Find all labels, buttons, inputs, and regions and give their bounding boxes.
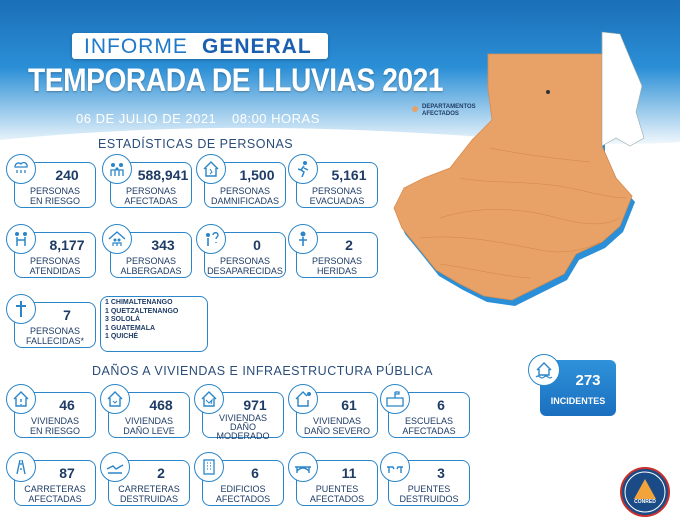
stat-value: 240 bbox=[55, 167, 79, 183]
stat-value: 6 bbox=[437, 397, 445, 413]
shelter-icon bbox=[102, 224, 132, 254]
stat-label: PERSONAS bbox=[311, 256, 362, 266]
stat-label: ALBERGADAS bbox=[120, 266, 182, 276]
stat-label: DAMNIFICADAS bbox=[210, 196, 279, 206]
flooded-house-icon bbox=[528, 354, 560, 386]
legend-line2: AFECTADOS bbox=[422, 111, 459, 117]
damaged-house-icon bbox=[196, 154, 226, 184]
stat-label: PERSONAS bbox=[29, 326, 80, 336]
list-item: 3 SOLOLÁ bbox=[105, 316, 141, 323]
stat-label: DESTRUIDOS bbox=[399, 494, 459, 504]
stat-value: 588,941 bbox=[137, 167, 189, 183]
cross-icon bbox=[6, 294, 36, 324]
guatemala-map bbox=[380, 28, 680, 318]
stat-label: AFECTADAS bbox=[28, 494, 82, 504]
section-people-title: ESTADÍSTICAS DE PERSONAS bbox=[98, 137, 294, 151]
stat-value: 971 bbox=[243, 397, 267, 413]
stat-label: VIVIENDAS bbox=[124, 416, 173, 426]
stat-value: 2 bbox=[157, 465, 165, 481]
conred-logo bbox=[620, 467, 670, 517]
unaffected-area bbox=[602, 32, 644, 146]
stat-label: VIVIENDAS bbox=[218, 413, 267, 423]
stat-label: PERSONAS bbox=[311, 186, 362, 196]
title-general: GENERAL bbox=[202, 35, 312, 58]
stat-label: EVACUADAS bbox=[309, 196, 365, 206]
stat-label: PERSONAS bbox=[125, 186, 176, 196]
injured-person-icon bbox=[288, 224, 318, 254]
stat-label: PERSONAS bbox=[219, 256, 270, 266]
house-minor-damage-icon bbox=[100, 384, 130, 414]
house-severe-damage-icon bbox=[288, 384, 318, 414]
list-item: 1 GUATEMALA bbox=[105, 324, 156, 332]
stat-value: 61 bbox=[341, 397, 357, 413]
title-informe: INFORME bbox=[84, 35, 188, 58]
stat-label: AFECTADAS bbox=[124, 196, 178, 206]
stat-label: EN RIESGO bbox=[29, 196, 80, 206]
list-item: 1 QUICHÉ bbox=[105, 333, 139, 340]
stat-value: 6 bbox=[251, 465, 259, 481]
stat-label: FALLECIDAS* bbox=[25, 336, 85, 346]
stat-value: 46 bbox=[59, 397, 75, 413]
stat-value: 11 bbox=[341, 465, 357, 481]
road-destroyed-icon bbox=[100, 452, 130, 482]
stat-label: PERSONAS bbox=[29, 256, 80, 266]
missing-person-icon bbox=[196, 224, 226, 254]
list-item: 1 QUETZALTENANGO bbox=[105, 307, 179, 315]
building-icon bbox=[194, 452, 224, 482]
incidents-label: INCIDENTES bbox=[550, 396, 606, 406]
stat-label: HERIDAS bbox=[316, 266, 357, 276]
stat-label: DESTRUIDAS bbox=[119, 494, 178, 504]
stat-label: PERSONAS bbox=[29, 186, 80, 196]
stat-label: CARRETERAS bbox=[24, 484, 86, 494]
family-icon bbox=[102, 154, 132, 184]
stat-value: 468 bbox=[149, 397, 173, 413]
stat-value: 7 bbox=[63, 307, 71, 323]
stat-label: PUENTES bbox=[407, 484, 451, 494]
incidents-value: 273 bbox=[575, 372, 601, 389]
stat-label: VIVIENDAS bbox=[312, 416, 361, 426]
stat-label: PERSONAS bbox=[219, 186, 270, 196]
school-icon bbox=[380, 384, 410, 414]
list-item: 1 CHIMALTENANGO bbox=[105, 299, 173, 306]
bridge-icon bbox=[288, 452, 318, 482]
report-title-box bbox=[72, 33, 328, 59]
stat-value: 87 bbox=[59, 465, 75, 481]
stat-value: 1,500 bbox=[239, 167, 275, 183]
logo-text: CONRED bbox=[634, 499, 656, 505]
stat-label: EDIFICIOS bbox=[220, 484, 266, 494]
stat-label: DAÑO LEVE bbox=[123, 426, 175, 436]
stat-label: AFECTADAS bbox=[402, 426, 456, 436]
stat-label: ESCUELAS bbox=[404, 416, 454, 426]
helping-people-icon bbox=[6, 224, 36, 254]
stat-label: CARRETERAS bbox=[118, 484, 180, 494]
stat-label: PERSONAS bbox=[125, 256, 176, 266]
stat-label: VIVIENDAS bbox=[30, 416, 79, 426]
stat-label: AFECTADOS bbox=[309, 494, 365, 504]
stat-label: ATENDIDAS bbox=[29, 266, 81, 276]
stat-label: DAÑO bbox=[229, 422, 256, 432]
rain-people-icon bbox=[6, 154, 36, 184]
page-title: TEMPORADA DE LLUVIAS 2021 bbox=[28, 62, 444, 98]
report-time: 08:00 HORAS bbox=[232, 111, 320, 126]
legend-line1: DEPARTAMENTOS bbox=[422, 104, 476, 110]
stat-label: DAÑO SEVERO bbox=[303, 426, 370, 436]
bridge-destroyed-icon bbox=[380, 452, 410, 482]
stat-value: 8,177 bbox=[49, 237, 85, 253]
stat-label: AFECTADOS bbox=[215, 494, 271, 504]
stat-value: 3 bbox=[437, 465, 445, 481]
stat-label: DESAPARECIDAS bbox=[207, 266, 283, 276]
stat-value: 5,161 bbox=[331, 167, 367, 183]
section-damage-title: DAÑOS A VIVIENDAS E INFRAESTRUCTURA PÚBLICA bbox=[92, 364, 434, 378]
report-date: 06 DE JULIO DE 2021 bbox=[76, 111, 217, 126]
stat-label: EN RIESGO bbox=[29, 426, 80, 436]
stat-value: 0 bbox=[253, 237, 261, 253]
running-person-icon bbox=[288, 154, 318, 184]
stat-label: PUENTES bbox=[315, 484, 359, 494]
house-risk-icon bbox=[6, 384, 36, 414]
road-icon bbox=[6, 452, 36, 482]
stat-label: MODERADO bbox=[216, 431, 270, 441]
legend-swatch bbox=[412, 106, 418, 112]
deaths-by-department-list bbox=[100, 296, 208, 352]
house-moderate-damage-icon bbox=[194, 384, 224, 414]
stat-value: 343 bbox=[151, 237, 175, 253]
stat-value: 2 bbox=[345, 237, 353, 253]
